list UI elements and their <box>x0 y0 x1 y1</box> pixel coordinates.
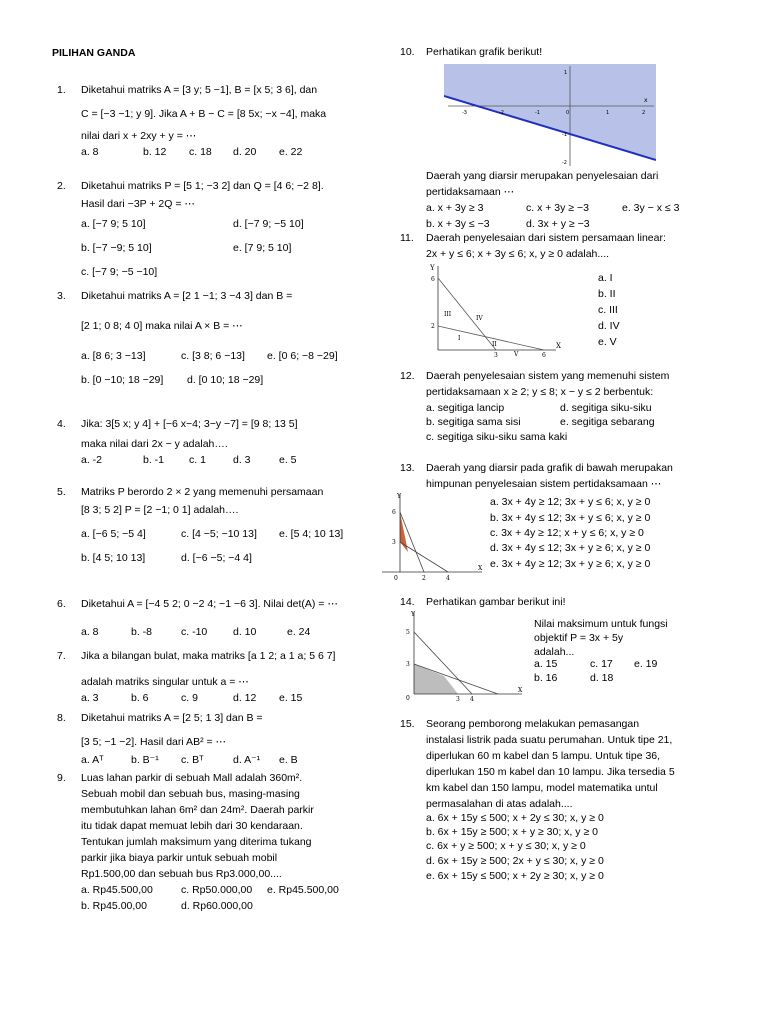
graph-q10 <box>444 64 656 168</box>
option-e[interactable]: e. 5 <box>279 454 297 466</box>
x-tick: 4 <box>446 575 450 582</box>
option-d[interactable]: d. 12 <box>233 692 257 704</box>
option-d[interactable]: d. 6x + 15y ≥ 500; 2x + y ≤ 30; x, y ≥ 0 <box>426 855 604 867</box>
question-line: km kabel dan 150 lampu, model matematika untul <box>426 782 658 794</box>
option-a[interactable]: a. 15 <box>534 658 558 670</box>
option-b[interactable]: b. 12 <box>143 146 167 158</box>
option-d[interactable]: d. 3 <box>233 454 251 466</box>
question-line: objektif P = 3x + 5y <box>534 632 624 644</box>
question-line: instalasi listrik pada suatu perumahan. Untuk tipe 21, <box>426 734 673 746</box>
option-d[interactable]: d. 18 <box>590 672 614 684</box>
option-d[interactable]: d. 20 <box>233 146 257 158</box>
option-d[interactable]: d. [−6 −5; −4 4] <box>181 552 252 564</box>
x-tick: 6 <box>542 352 546 358</box>
question-line: Seorang pemborong melakukan pemasangan <box>426 718 640 730</box>
question-number: 5. <box>57 486 66 498</box>
option-c[interactable]: c. 18 <box>189 146 212 158</box>
option-c[interactable]: c. [3 8; 6 −13] <box>181 350 245 362</box>
question-number: 12. <box>400 370 415 382</box>
shaded-region <box>414 664 458 694</box>
question-number: 7. <box>57 650 66 662</box>
option-c[interactable]: c. [−7 9; −5 −10] <box>81 266 158 278</box>
y-tick: 3 <box>392 539 396 546</box>
y-tick: 2 <box>431 323 435 330</box>
option-c[interactable]: c. Rp50.000,00 <box>181 884 253 896</box>
question-line: Matriks P berordo 2 × 2 yang memenuhi persamaan <box>81 486 324 498</box>
y-axis-label: Y <box>430 264 435 272</box>
question-line: Diketahui matriks A = [2 5; 1 3] dan B = <box>81 712 263 724</box>
line-x-plus-3y <box>438 326 544 350</box>
question-line: adalah matriks singular untuk a = ⋯ <box>81 676 249 688</box>
option-e[interactable]: e. [0 6; −8 −29] <box>267 350 338 362</box>
option-a[interactable]: a. segitiga lancip <box>426 402 505 414</box>
option-c[interactable]: c. segitiga siku-siku sama kaki <box>426 431 568 443</box>
x-tick: 2 <box>642 110 646 116</box>
question-line: Perhatikan gambar berikut ini! <box>426 596 566 608</box>
question-line: Sebuah mobil dan sebuah bus, masing-masing <box>81 788 300 800</box>
question-line: Rp1.500,00 dan sebuah bus Rp3.000,00.... <box>81 868 282 880</box>
option-e[interactable]: e. 22 <box>279 146 303 158</box>
question-number: 2. <box>57 180 66 192</box>
question-line: Perhatikan grafik berikut! <box>426 46 543 58</box>
option-b[interactable]: b. 3x + 4y ≤ 12; 3x + y ≤ 6; x, y ≥ 0 <box>490 512 651 524</box>
option-e[interactable]: e. 3y − x ≤ 3 <box>622 202 680 214</box>
y-axis-label: Y <box>397 493 401 500</box>
question-line: nilai dari x + 2xy + y = ⋯ <box>81 130 197 142</box>
option-b[interactable]: b. -8 <box>131 626 153 638</box>
y-tick: 5 <box>406 629 410 636</box>
option-d[interactable]: d. 3x + 4y ≤ 12; 3x + y ≥ 6; x, y ≥ 0 <box>490 542 651 554</box>
option-b[interactable]: b. B⁻¹ <box>131 754 159 766</box>
question-line: [8 3; 5 2] P = [2 −1; 0 1] adalah…. <box>81 504 239 516</box>
x-tick: -2 <box>499 110 504 116</box>
question-line: itu tidak dapat memuat lebih dari 30 kendaraan. <box>81 820 303 832</box>
region-label: V <box>514 351 519 358</box>
option-c[interactable]: c. -10 <box>181 626 208 638</box>
option-a[interactable]: a. [−7 9; 5 10] <box>81 218 146 230</box>
x-tick: 2 <box>422 575 426 582</box>
question-line: [2 1; 0 8; 4 0] maka nilai A × B = ⋯ <box>81 320 243 332</box>
option-c[interactable]: c. Bᵀ <box>181 754 204 766</box>
question-line: Diketahui matriks A = [3 y; 5 −1], B = [x 5; 3 6], dan <box>81 84 318 96</box>
region-label: I <box>458 335 461 342</box>
question-line: Daerah yang diarsir pada grafik di bawah merupakan <box>426 462 673 474</box>
question-number: 4. <box>57 418 66 430</box>
option-a[interactable]: a. 3x + 4y ≥ 12; 3x + y ≤ 6; x, y ≥ 0 <box>490 496 651 508</box>
option-b[interactable]: b. II <box>598 288 616 300</box>
option-c[interactable]: c. 6x + y ≥ 500; x + y ≤ 30; x, y ≥ 0 <box>426 840 586 852</box>
question-line: adalah... <box>534 646 575 658</box>
y-tick: 6 <box>431 276 435 283</box>
origin-label: 0 <box>406 695 410 702</box>
option-b[interactable]: b. Rp45.00,00 <box>81 900 147 912</box>
option-a[interactable]: a. [−6 5; −5 4] <box>81 528 146 540</box>
question-line: Diketahui matriks A = [2 1 −1; 3 −4 3] dan B = <box>81 290 293 302</box>
option-c[interactable]: c. 3x + 4y ≥ 12; x + y ≤ 6; x, y ≥ 0 <box>490 527 644 539</box>
option-d[interactable]: d. 3x + y ≥ −3 <box>526 218 590 230</box>
y-tick: -1 <box>562 132 567 138</box>
option-b[interactable]: b. segitiga sama sisi <box>426 416 521 428</box>
option-a[interactable]: a. [8 6; 3 −13] <box>81 350 146 362</box>
question-line: Hasil dari −3P + 2Q = ⋯ <box>81 198 195 210</box>
x-tick: 4 <box>470 696 474 702</box>
section-title: PILIHAN GANDA <box>52 47 136 59</box>
option-d[interactable]: d. A⁻¹ <box>233 754 261 766</box>
y-tick: 1 <box>564 70 568 76</box>
option-a[interactable]: a. Aᵀ <box>81 754 104 766</box>
question-line: Tentukan jumlah maksimum yang diterima tukang <box>81 836 312 848</box>
option-b[interactable]: b. [0 −10; 18 −29] <box>81 374 164 386</box>
question-line: Daerah penyelesaian sistem yang memenuhi sistem <box>426 370 670 382</box>
question-number: 6. <box>57 598 66 610</box>
x-axis-label: X <box>556 342 561 350</box>
question-line: Jika: 3[5 x; y 4] + [−6 x−4; 3−y −7] = [9 8; 13 5] <box>81 418 298 430</box>
option-b[interactable]: b. -1 <box>143 454 165 466</box>
graph-q14 <box>402 610 528 702</box>
question-line: Diketahui matriks P = [5 1; −3 2] dan Q = [4 6; −2 8]. <box>81 180 324 192</box>
region-label: II <box>492 341 497 348</box>
x-axis-label: x <box>644 97 648 104</box>
option-e[interactable]: e. [5 4; 10 13] <box>279 528 344 540</box>
question-line: diperlukan 60 m kabel dan 5 lampu. Untuk tipe 36, <box>426 750 661 762</box>
option-c[interactable]: c. x + 3y ≥ −3 <box>526 202 589 214</box>
option-e[interactable]: e. [7 9; 5 10] <box>233 242 292 254</box>
option-a[interactable]: a. 8 <box>81 146 99 158</box>
option-a[interactable]: a. -2 <box>81 454 103 466</box>
option-e[interactable]: e. Rp45.500,00 <box>267 884 339 896</box>
y-tick: 6 <box>392 509 396 516</box>
shaded-region <box>444 64 656 160</box>
option-e[interactable]: e. 6x + 15y ≤ 500; x + 2y ≥ 30; x, y ≥ 0 <box>426 870 604 882</box>
x-tick: 1 <box>606 110 610 116</box>
option-a[interactable]: a. x + 3y ≥ 3 <box>426 202 484 214</box>
option-d[interactable]: d. Rp60.000,00 <box>181 900 253 912</box>
option-a[interactable]: a. 8 <box>81 626 99 638</box>
option-e[interactable]: e. 15 <box>279 692 303 704</box>
option-d[interactable]: d. [−7 9; −5 10] <box>233 218 304 230</box>
x-tick: 3 <box>456 696 460 702</box>
question-line: C = [−3 −1; y 9]. Jika A + B − C = [8 5x; −x −4], maka <box>81 108 327 120</box>
question-number: 11. <box>400 232 414 244</box>
option-d[interactable]: d. segitiga siku-siku <box>560 402 652 414</box>
x-axis-label: X <box>478 565 483 572</box>
question-line: parkir jika biaya parkir untuk sebuah mobil <box>81 852 278 864</box>
x-tick: 0 <box>566 110 570 116</box>
option-b[interactable]: b. 16 <box>534 672 558 684</box>
option-c[interactable]: c. [4 −5; −10 13] <box>181 528 257 540</box>
question-number: 8. <box>57 712 66 724</box>
option-e[interactable]: e. 24 <box>287 626 311 638</box>
x-tick: -3 <box>462 110 467 116</box>
question-line: Daerah yang diarsir merupakan penyelesaian dari <box>426 170 659 182</box>
option-c[interactable]: c. III <box>598 304 618 316</box>
question-line: 2x + y ≤ 6; x + 3y ≤ 6; x, y ≥ 0 adalah.... <box>426 248 610 260</box>
question-number: 3. <box>57 290 66 302</box>
option-d[interactable]: d. [0 10; 18 −29] <box>187 374 264 386</box>
question-line: Jika a bilangan bulat, maka matriks [a 1 2; a 1 a; 5 6 7] <box>81 650 336 662</box>
graph-q11 <box>426 264 566 358</box>
option-d[interactable]: d. 10 <box>233 626 257 638</box>
option-b[interactable]: b. [−7 −9; 5 10] <box>81 242 152 254</box>
option-b[interactable]: b. [4 5; 10 13] <box>81 552 146 564</box>
option-b[interactable]: b. 6 <box>131 692 149 704</box>
question-number: 10. <box>400 46 415 58</box>
question-number: 9. <box>57 772 66 784</box>
graph-q13 <box>378 492 488 582</box>
question-number: 1. <box>57 84 66 96</box>
question-line: pertidaksamaan x ≥ 2; y ≤ 8; x − y ≤ 2 berbentuk: <box>426 386 654 398</box>
option-b[interactable]: b. 6x + 15y ≥ 500; x + y ≥ 30; x, y ≥ 0 <box>426 826 598 838</box>
origin-label: 0 <box>394 575 398 582</box>
question-line: Diketahui A = [−4 5 2; 0 −2 4; −1 −6 3]. Nilai det(A) = ⋯ <box>81 598 338 610</box>
x-axis-label: X <box>518 687 523 694</box>
option-e[interactable]: e. 3x + 4y ≥ 12; 3x + y ≥ 6; x, y ≥ 0 <box>490 558 651 570</box>
question-line: permasalahan di atas adalah.... <box>426 798 573 810</box>
option-e[interactable]: e. segitiga sebarang <box>560 416 655 428</box>
option-c[interactable]: c. 9 <box>181 692 198 704</box>
question-line: Nilai maksimum untuk fungsi <box>534 618 668 630</box>
question-line: himpunan penyelesaian sistem pertidaksamaan ⋯ <box>426 478 662 490</box>
option-a[interactable]: a. 6x + 15y ≤ 500; x + 2y ≤ 30; x, y ≥ 0 <box>426 812 604 824</box>
option-a[interactable]: a. Rp45.500,00 <box>81 884 153 896</box>
y-tick: -2 <box>562 160 567 166</box>
question-line: pertidaksamaan ⋯ <box>426 186 515 198</box>
option-c[interactable]: c. 17 <box>590 658 613 670</box>
question-line: maka nilai dari 2x − y adalah…. <box>81 438 228 450</box>
question-line: [3 5; −1 −2]. Hasil dari AB² = ⋯ <box>81 736 227 748</box>
option-d[interactable]: d. IV <box>598 320 620 332</box>
y-axis-label: Y <box>411 611 415 618</box>
option-e[interactable]: e. 19 <box>634 658 658 670</box>
question-number: 13. <box>400 462 415 474</box>
question-line: diperlukan 150 m kabel dan 10 lampu. Jika tersedia 5 <box>426 766 675 778</box>
question-number: 14. <box>400 596 415 608</box>
option-b[interactable]: b. x + 3y ≤ −3 <box>426 218 490 230</box>
option-e[interactable]: e. B <box>279 754 298 766</box>
option-c[interactable]: c. 1 <box>189 454 206 466</box>
option-e[interactable]: e. V <box>598 336 617 348</box>
x-tick: 3 <box>494 352 498 358</box>
y-tick: 3 <box>406 661 410 668</box>
question-number: 15. <box>400 718 415 730</box>
question-line: membutuhkan lahan 6m² dan 24m². Daerah parkir <box>81 804 314 816</box>
question-line: Daerah penyelesaian dari sistem persamaan linear: <box>426 232 666 244</box>
x-tick: -1 <box>535 110 540 116</box>
line-3x-plus-4y <box>400 542 448 572</box>
option-a[interactable]: a. 3 <box>81 692 99 704</box>
question-line: Luas lahan parkir di sebuah Mall adalah 360m². <box>81 772 303 784</box>
region-label: III <box>444 311 452 318</box>
option-a[interactable]: a. I <box>598 272 613 284</box>
region-label: IV <box>476 315 483 322</box>
